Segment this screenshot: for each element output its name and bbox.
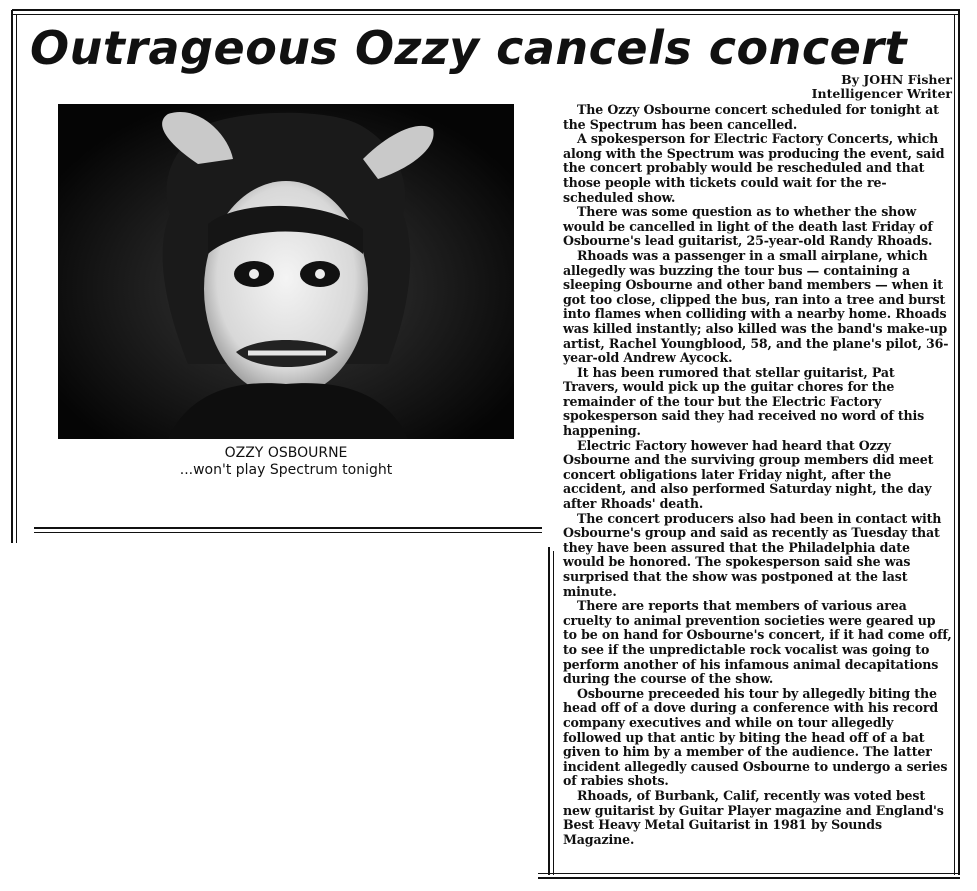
top-double-rule-lower — [12, 14, 960, 15]
left-border-rule-inner — [16, 14, 17, 543]
caption-name: OZZY OSBOURNE — [224, 445, 348, 461]
article-paragraph: Osbourne preceeded his tour by allegedly biting the head off of a dove during a conference with his record company executives and while on tour allegedly followed up that antic by biting the head off of a bat given to him by a member of the audience. The latter incident allegedly caused Osbourne to undergo a series of rabies shots. — [563, 685, 948, 789]
bottom-rule — [538, 877, 960, 879]
article-paragraph: There are reports that members of various area cruelty to animal prevention societies were geared up to be on hand for Osbourne's concert, if it had come off, to see if the unpredictable rock vocalist was going to perform another of his infamous animal decapitations during the course of the show. — [563, 598, 952, 687]
article-body — [563, 103, 953, 847]
article-paragraph: Electric Factory however had heard that Ozzy Osbourne and the surviving group members did meet concert obligations later Friday night, after the accident, and also performed Saturday night, the day after Rhoads' death. — [563, 437, 934, 512]
article-paragraph: It has been rumored that stellar guitarist, Pat Travers, would pick up the guitar chores for the remainder of the tour but the Electric Factory spokesperson said they had received no word of this happening. — [563, 364, 925, 439]
ozzy-osbourne-photo — [58, 104, 514, 439]
portrait-illustration — [58, 104, 514, 439]
article-paragraph: Rhoads was a passenger in a small airplane, which allegedly was buzzing the tour bus — containing a sleeping Osbourne and other band members — when it got too close, clipped the bus, ran into a tree and burst into flames when colliding with a nearby home. Rhoads was killed instantly; also killed was the band's make-up artist, Rachel Youngblood, 58, and the plane's pilot, 36-year-old Andrew Aycock. — [563, 247, 949, 366]
top-double-rule-upper — [12, 9, 960, 11]
byline — [812, 73, 952, 101]
article-paragraph: The Ozzy Osbourne concert scheduled for tonight at the Spectrum has been cancelled. — [563, 102, 939, 132]
photo-section-bottom-rule-thin — [34, 532, 542, 533]
bottom-rule-thin — [538, 873, 960, 874]
article-paragraph: Rhoads, of Burbank, Calif, recently was voted best new guitarist by Guitar Player magazine and England's Best Heavy Metal Guitarist in 1981 by Sounds Magazine. — [563, 787, 944, 847]
article-paragraph: A spokesperson for Electric Factory Concerts, which along with the Spectrum was producing the event, said the concert probably would be rescheduled and that those people with tickets could wait for the re-scheduled show. — [563, 131, 945, 205]
headline: Outrageous Ozzy cancels concert — [30, 21, 908, 75]
column-divider-rule-inner — [553, 551, 554, 875]
right-border-rule-inner — [954, 14, 955, 875]
article-paragraph: The concert producers also had been in contact with Osbourne's group and said as recently as Tuesday that they have been assured that the Philadelphia date would be honored. The spokesperson said she was surprised that the show was postponed at the last minute. — [563, 510, 942, 599]
photo-section-bottom-rule — [34, 527, 542, 529]
article-paragraph: There was some question as to whether the show would be cancelled in light of the death last Friday of Osbourne's lead guitarist, 25-year-old Randy Rhoads. — [563, 204, 933, 249]
caption-text: ...won't play Spectrum tonight — [179, 462, 393, 478]
left-border-rule — [11, 10, 13, 543]
photo-caption — [60, 445, 512, 479]
right-border-rule — [958, 10, 960, 875]
byline-role: Intelligencer Writer — [811, 86, 952, 101]
column-divider-rule — [548, 547, 550, 875]
byline-author: By JOHN Fisher — [841, 72, 952, 87]
